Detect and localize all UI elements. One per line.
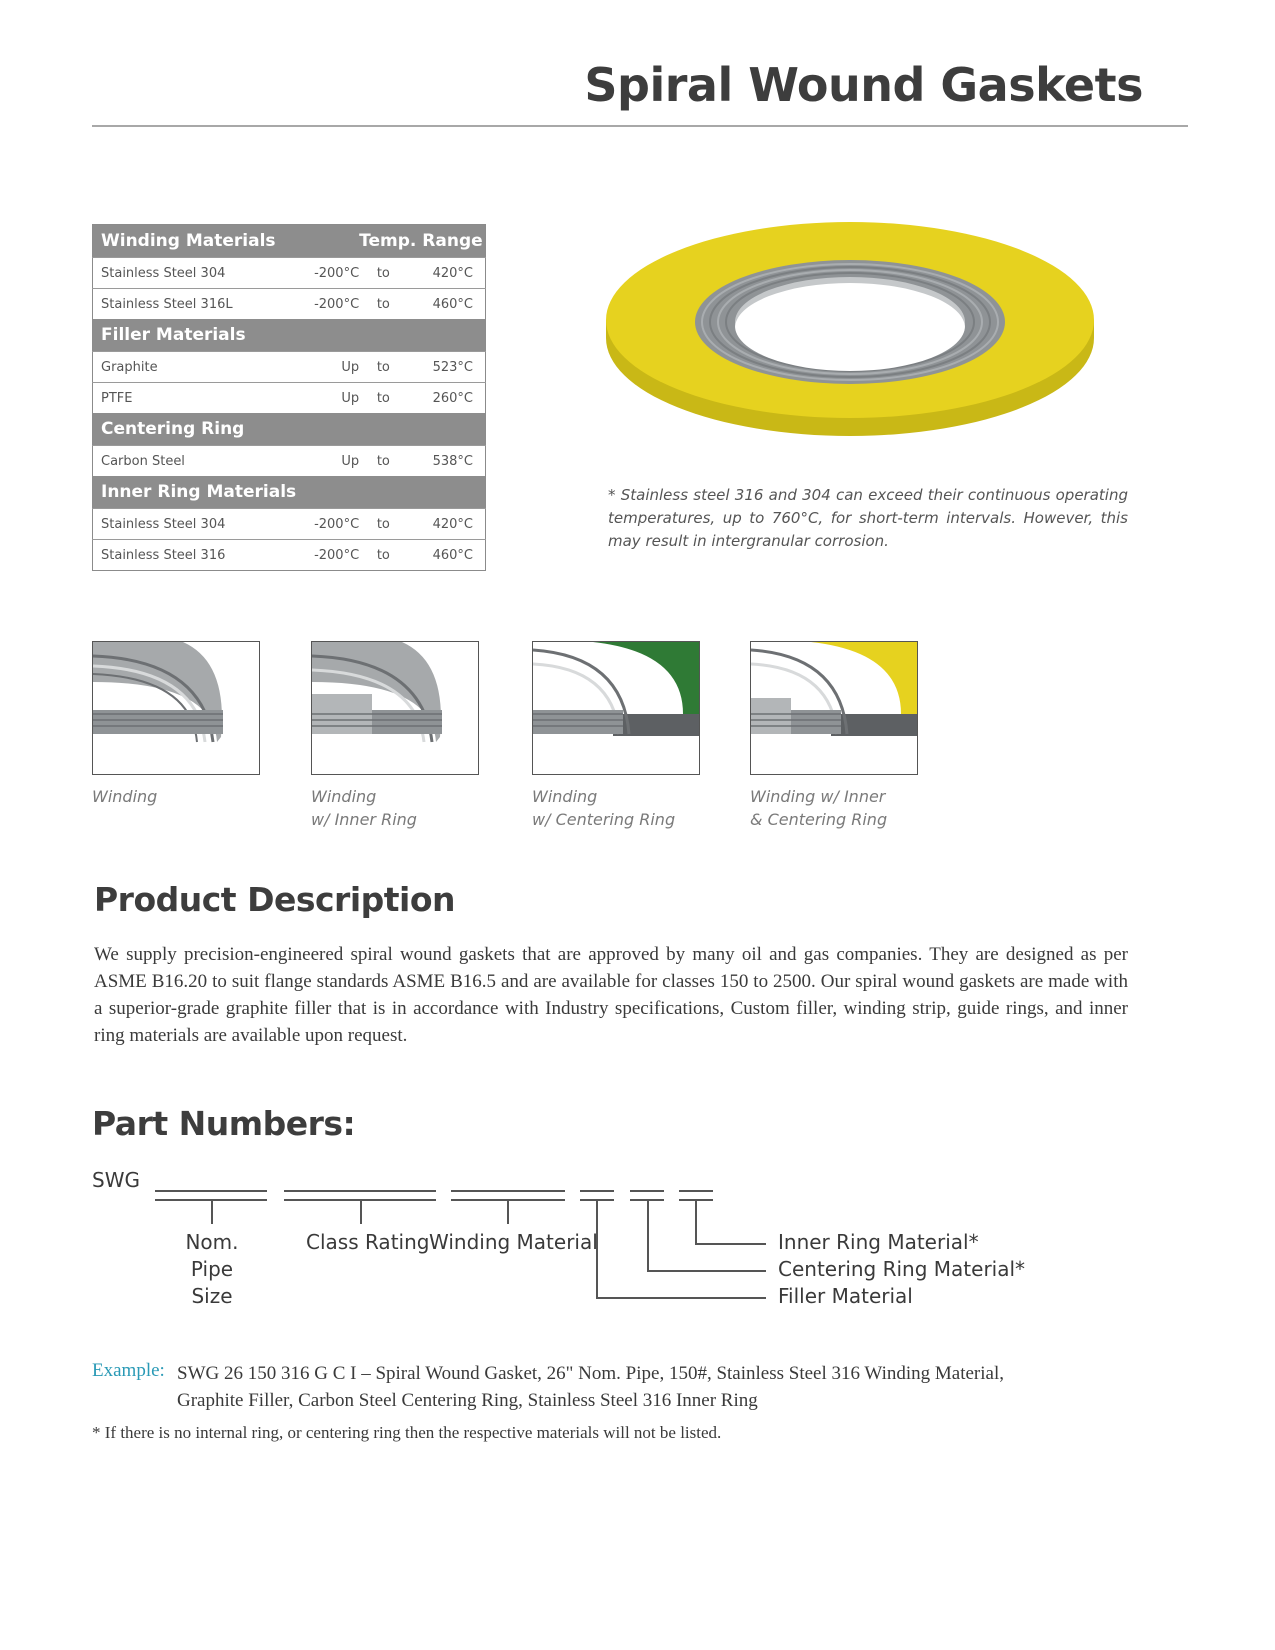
table-row xyxy=(93,258,486,289)
section-title: Centering Ring xyxy=(93,413,486,446)
temp-to: to xyxy=(359,446,407,477)
temp-max: 523°C xyxy=(408,352,486,383)
temp-from: -200°C xyxy=(288,289,359,320)
table-row xyxy=(93,446,486,477)
material-name: Stainless Steel 304 xyxy=(93,509,288,540)
table-row xyxy=(93,540,486,571)
inner-ring-material-label: Inner Ring Material* xyxy=(778,1230,979,1254)
table-section-header xyxy=(93,319,486,352)
footnote: * If there is no internal ring, or centering ring then the respective materials will not be listed. xyxy=(92,1423,722,1442)
thumbnail-winding xyxy=(92,641,260,775)
thumbnail-winding-centering-ring xyxy=(532,641,700,775)
inner-ring-blank xyxy=(679,1190,713,1192)
filler-connector-h xyxy=(596,1297,766,1299)
example-text xyxy=(177,1360,1077,1414)
inner-ring-connector-h xyxy=(695,1243,766,1245)
pipe-size-connector xyxy=(211,1200,213,1224)
example-line: SWG 26 150 316 G C I – Spiral Wound Gasket, 26" Nom. Pipe, 150#, Stainless Steel 316 Winding Material, xyxy=(177,1363,1004,1384)
product-description-body: We supply precision-engineered spiral wound gaskets that are approved by many oil and gas companies. They are designed as per ASME B16.20 to suit flange standards ASME B16.5 and are available for classes 150 to 2500. Our spiral wound gaskets are made with a superior-grade graphite filler that is in accordance with Industry specifications, Custom filler, winding strip, guide rings, and inner ring materials are available upon request. xyxy=(94,944,1128,1046)
temp-range-header: Temp. Range xyxy=(359,225,485,258)
temp-from: -200°C xyxy=(288,540,359,571)
materials-table xyxy=(92,224,486,571)
winding-material-label: Winding Material xyxy=(429,1230,598,1254)
table-row xyxy=(93,289,486,320)
class-rating-connector xyxy=(360,1200,362,1224)
centering-ring-connector xyxy=(647,1200,649,1271)
table-section-header xyxy=(93,476,486,509)
temp-from: Up xyxy=(288,383,359,414)
material-name: Stainless Steel 304 xyxy=(93,258,288,289)
caption-line: & Centering Ring xyxy=(750,810,888,829)
caption-line: Winding xyxy=(532,787,598,806)
table-section-header xyxy=(93,413,486,446)
example-line: Graphite Filler, Carbon Steel Centering Ring, Stainless Steel 316 Inner Ring xyxy=(177,1390,758,1411)
caption-line: Winding xyxy=(311,787,377,806)
label-line: Pipe Size xyxy=(190,1257,234,1308)
centering-ring-connector-h xyxy=(647,1270,766,1272)
table-row xyxy=(93,509,486,540)
table-section-header xyxy=(93,225,486,258)
temp-to: to xyxy=(359,352,407,383)
pipe-size-blank xyxy=(155,1190,267,1192)
temp-to: to xyxy=(359,258,407,289)
material-name: Stainless Steel 316 xyxy=(93,540,288,571)
section-title: Filler Materials xyxy=(93,319,486,352)
caption-line: w/ Centering Ring xyxy=(532,810,676,829)
caption-line: w/ Inner Ring xyxy=(311,810,417,829)
temp-max: 460°C xyxy=(408,289,486,320)
thumbnail-caption xyxy=(750,785,887,831)
caption-line: Winding xyxy=(92,787,158,806)
temp-max: 538°C xyxy=(408,446,486,477)
temp-from: -200°C xyxy=(288,258,359,289)
class-rating-blank xyxy=(284,1190,436,1192)
caption-line: Winding w/ Inner xyxy=(750,787,886,806)
section-title: Winding Materials xyxy=(93,225,360,258)
temp-max: 420°C xyxy=(408,258,486,289)
temp-from: -200°C xyxy=(288,509,359,540)
thumbnail-winding-inner-centering-ring xyxy=(750,641,918,775)
part-numbers-heading: Part Numbers: xyxy=(92,1104,356,1143)
material-name: Carbon Steel xyxy=(93,446,288,477)
centering-ring-blank xyxy=(630,1190,664,1192)
example-label: Example: xyxy=(92,1360,165,1381)
gasket-hero-image xyxy=(600,210,1100,455)
temp-to: to xyxy=(359,383,407,414)
inner-ring-connector xyxy=(695,1200,697,1244)
title-divider xyxy=(92,125,1188,127)
winding-material-connector xyxy=(507,1200,509,1224)
temp-from: Up xyxy=(288,446,359,477)
filler-material-label: Filler Material xyxy=(778,1284,913,1308)
thumbnail-winding-inner-ring xyxy=(311,641,479,775)
class-rating-label: Class Rating xyxy=(306,1230,430,1254)
nom-pipe-size-label xyxy=(172,1229,252,1310)
product-description-heading: Product Description xyxy=(94,880,456,919)
table-row xyxy=(93,352,486,383)
centering-ring-material-label: Centering Ring Material* xyxy=(778,1257,1026,1281)
temp-to: to xyxy=(359,509,407,540)
label-line: Nom. xyxy=(185,1230,239,1254)
material-name: PTFE xyxy=(93,383,288,414)
thumbnail-caption xyxy=(92,785,157,808)
filler-blank xyxy=(580,1190,614,1192)
temp-max: 420°C xyxy=(408,509,486,540)
thumbnail-caption xyxy=(532,785,675,831)
material-name: Stainless Steel 316L xyxy=(93,289,288,320)
table-row xyxy=(93,383,486,414)
winding-material-blank xyxy=(451,1190,565,1192)
temp-max: 260°C xyxy=(408,383,486,414)
temperature-note: * Stainless steel 316 and 304 can exceed their continuous operating temperatures, up to 760°C, for short-term intervals. However, this may result in intergranular corrosion. xyxy=(608,486,1128,550)
part-number-prefix: SWG xyxy=(92,1168,140,1192)
material-name: Graphite xyxy=(93,352,288,383)
thumbnail-caption xyxy=(311,785,417,831)
temp-to: to xyxy=(359,540,407,571)
section-title: Inner Ring Materials xyxy=(93,476,486,509)
page-title: Spiral Wound Gaskets xyxy=(584,58,1143,112)
temp-max: 460°C xyxy=(408,540,486,571)
temp-from: Up xyxy=(288,352,359,383)
temp-to: to xyxy=(359,289,407,320)
